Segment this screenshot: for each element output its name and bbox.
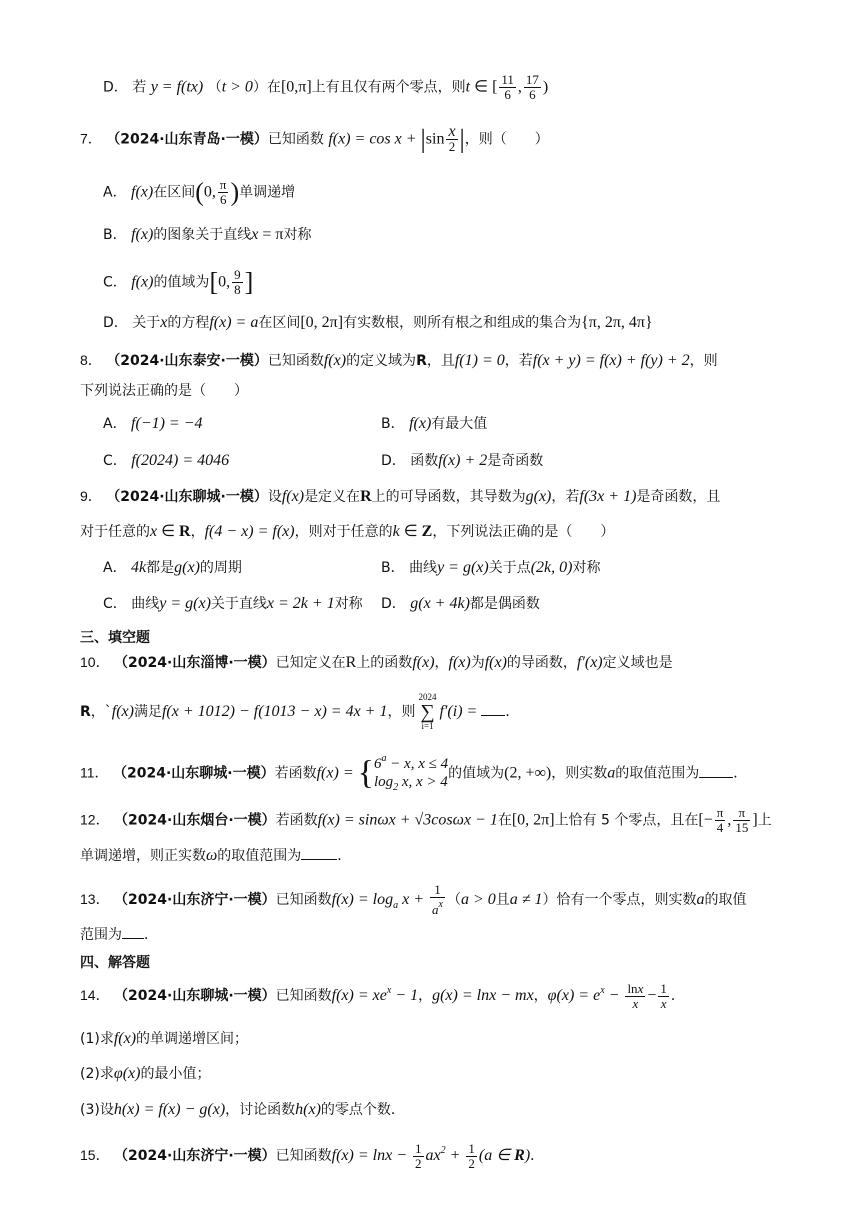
question-source: （2024·山东烟台·一模） [114,812,276,829]
question-source: （2024·山东聊城·一模） [114,988,276,1004]
formula: f(x) [131,183,154,201]
answer-blank[interactable] [122,924,144,939]
fraction: $\frac{17}{6}$ [525,72,539,102]
formula: f(x + 1012) − f(1013 − x) = 4x + 1 [161,703,388,720]
q12-stem-line2: 单调递增，则正实数ω的取值范围为 ． [80,847,352,864]
q14-part3: (3)设h(x) = f(x) − g(x)，讨论函数h(x)的零点个数． [80,1101,405,1118]
formula: $f(x) = xe^x - 1$ [331,985,419,1004]
q8-stem-line2: 下列说法正确的是（ ） [80,383,248,399]
q10-stem: 10． （2024·山东淄博·一模）已知定义在R上的函数f(x)，f(x)为f(x)的导函数，f′(x)定义域也是 [80,654,673,671]
q8-option-d: D． 函数f(x) + 2是奇函数 [381,452,544,469]
q8-option-a: A． f(−1) = −4 [103,415,203,432]
q9-option-d: D． g(x + 4k)都是偶函数 [381,595,540,612]
question-source: （2024·山东聊城·一模） [106,489,268,505]
q7-stem: 7． （2024·山东青岛·一模）已知函数 f(x) = cos x + |sin $\frac{x}{2}$ |，则（ ） [80,123,549,154]
q14-stem: 14． （2024·山东聊城·一模）已知函数$f(x) = xe^x - 1$，g(x) = lnx − mx，$\varphi(x) = e^x$ − $\frac{\ln x}{x}$ − $\frac{1}{x}$ ． [80,980,685,1011]
q9-option-c: C． 曲线y = g(x)关于直线x = 2k + 1对称 [103,595,363,612]
q13-stem: 13． （2024·山东济宁·一模）已知函数$f(x) = \log_a x$ + $\frac{1}{a^x}$ （a > 0且a ≠ 1）恰有一个零点，则实数a的取值 [80,882,747,917]
answer-blank[interactable] [301,845,337,860]
q11-stem: 11． （2024·山东聊城·一模）若函数f(x) = { $6^a - x$, x ≤ 4 $\log_2 x$, x > 4 的值域为(2, +∞)，则实数a的取值范围为 ． [80,750,747,797]
question-source: （2024·山东淄博·一模） [114,655,276,671]
formula: f(x) = sinωx + √3cosωx − 1 [317,811,498,829]
q6-option-d: D． 若 y = f(tx) （t > 0）在[0,π]上有且仅有两个零点，则t ∈ [ $\frac{11}{6}$ , $\frac{17}{6}$ ) [103,72,549,102]
q9-stem-line2: 对于任意的x ∈ R，f(4 − x) = f(x)，则对于任意的k ∈ Z，下列说法正确的是（ ） [80,523,615,540]
formula: f(x) = cos x + [328,130,421,148]
formula: $f(x) = \log_a x$ + [331,891,428,911]
q7-option-a: A． f(x)在区间(0, $\frac{\pi}{6}$ )单调递增 [103,177,296,207]
q7-option-c: C． f(x)的值域为[0, $\frac{9}{8}$ ] [103,267,254,297]
question-source: （2024·山东泰安·一模） [106,353,268,369]
question-source: （2024·山东聊城·一模） [113,765,275,782]
q10-stem-line2: R，`f(x)满足f(x + 1012) − f(1013 − x) = 4x + 1，则 2024 ∑ i=1 f′(i) = ． [80,692,520,731]
answer-blank[interactable] [481,701,505,716]
answer-blank[interactable] [699,763,733,778]
q14-part2: (2)求φ(x)的最小值； [80,1065,211,1082]
q13-stem-line2: 范围为 ． [80,924,158,945]
section-heading: 三、填空题 [80,630,150,646]
question-source: （2024·山东青岛·一模） [106,131,268,148]
q8-option-c: C． f(2024) = 4046 [103,452,230,469]
formula: f(x) [131,273,154,291]
question-source: （2024·山东济宁·一模） [114,1148,276,1164]
formula: f(−1) = −4 [131,415,203,432]
formula: f(x + y) = f(x) + f(y) + 2 [532,352,690,369]
piecewise: $6^a - x$, x ≤ 4 $\log_2 x$, x > 4 [373,753,449,793]
q12-stem: 12． （2024·山东烟台·一模）若函数f(x) = sinωx + √3cosωx − 1在[0, 2π]上恰有 5 个零点，且在[− $\frac{\pi}{4}$ , $\frac{\pi}{15}$ ]上 [80,805,772,835]
formula: f(x) = a [209,314,259,331]
formula: f(2024) = 4046 [131,452,230,469]
q7-option-d: D． 关于x的方程f(x) = a在区间[0, 2π]有实数根，则所有根之和组成的集合为{π, 2π, 4π} [103,314,653,331]
formula: [0,π] [280,78,312,96]
question-source: （2024·山东济宁·一模） [114,892,276,908]
q15-stem: 15． （2024·山东济宁·一模）已知函数f(x) = lnx − $\frac{1}{2}$ $ax^2$ + $\frac{1}{2}$ (a ∈ R)． [80,1140,545,1171]
q9-option-a: A． 4k都是g(x)的周期 [103,559,242,576]
q8-option-b: B． f(x)有最大值 [381,415,488,432]
fraction: $\frac{11}{6}$ [501,72,514,102]
formula: f(x) = lnx − [331,1147,411,1164]
q9-stem: 9． （2024·山东聊城·一模）设f(x)是定义在R上的可导函数，其导数为g(x)，若f(3x + 1)是奇函数，且 [80,488,721,505]
formula: f(x) [131,226,154,243]
q9-option-b: B． 曲线y = g(x)关于点(2k, 0)对称 [381,559,601,576]
q8-stem: 8． （2024·山东泰安·一模）已知函数f(x)的定义域为R，且f(1) = 0，若f(x + y) = f(x) + f(y) + 2，则 [80,352,718,369]
summation: 2024 ∑ i=1 [418,692,437,731]
q14-part1: (1)求f(x)的单调递增区间； [80,1030,249,1047]
option-label: D． [103,79,128,96]
formula: y = f(tx) [150,78,204,96]
section-heading: 四、解答题 [80,955,150,971]
q7-option-b: B． f(x)的图象关于直线x = π对称 [103,226,312,243]
